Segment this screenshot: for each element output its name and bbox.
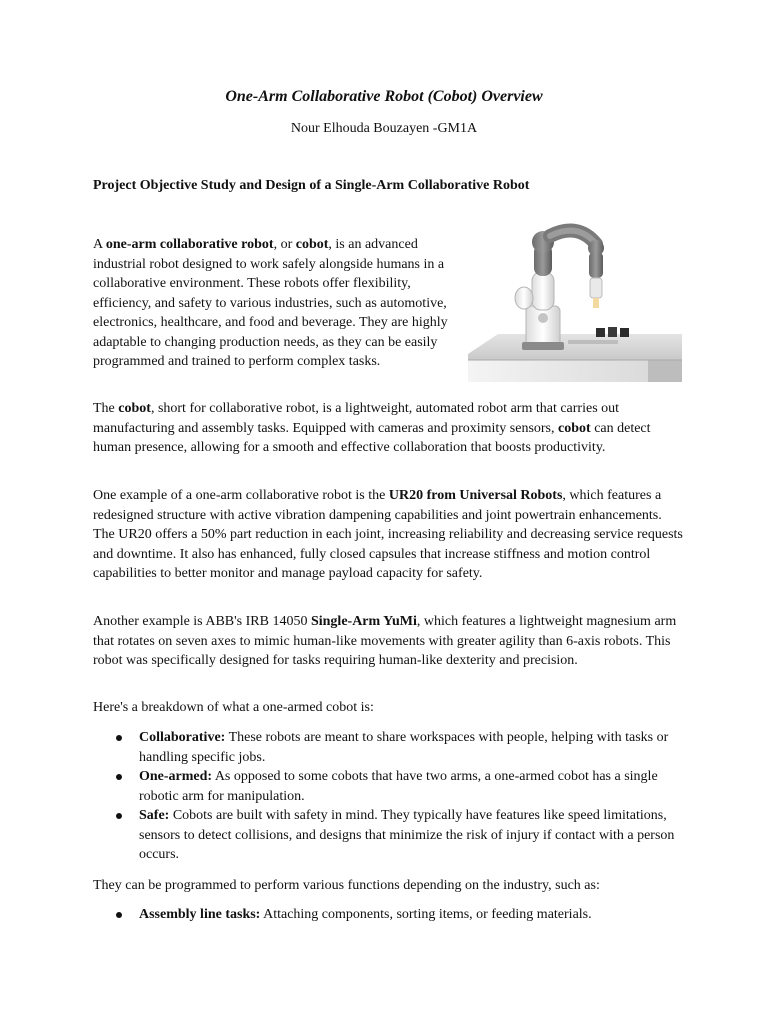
list-item-term: One-armed: <box>139 769 213 784</box>
author-line: Nour Elhouda Bouzayen -GM1A <box>290 121 478 136</box>
intro-text: A <box>93 237 106 252</box>
paragraph-text: , short for collaborative robot, is a lightweight, automated robot arm that carries out manufacturing and assembly tasks. Equipped with cameras and proximity sensors, <box>93 401 620 436</box>
list-item-term: Collaborative: <box>139 730 226 745</box>
list-item <box>93 806 683 865</box>
intro-paragraph <box>93 235 461 372</box>
breakdown-intro: Here's a breakdown of what a one-armed cobot is: <box>93 700 374 715</box>
bold-term: UR20 from Universal Robots <box>388 488 563 503</box>
bullet-icon <box>116 813 122 819</box>
list-item-term: Safe: <box>139 808 170 823</box>
functions-intro: They can be programmed to perform various functions depending on the industry, such as: <box>93 878 600 893</box>
list-item-text: Cobots are built with safety in mind. They typically have features like speed limitations, sensors to detect collisions, and designs that minimize the risk of injury if contact with a person occurs. <box>139 808 675 862</box>
bullet-icon <box>116 774 122 780</box>
list-item-text: Attaching components, sorting items, or feeding materials. <box>260 907 592 922</box>
paragraph-text: Another example is ABB's IRB 14050 <box>93 614 311 629</box>
paragraph-text: One example of a one-arm collaborative robot is the <box>93 488 389 503</box>
intro-bold-term: cobot <box>295 237 329 252</box>
bold-term: cobot <box>558 420 591 436</box>
breakdown-list <box>93 728 683 865</box>
ur20-paragraph <box>93 486 683 584</box>
document-title: One-Arm Collaborative Robot (Cobot) Overview <box>225 88 543 105</box>
list-item-text: These robots are meant to share workspaces with people, helping with tasks or handling specific jobs. <box>139 730 669 765</box>
intro-text: , or <box>273 237 296 252</box>
bullet-icon <box>116 912 122 918</box>
paragraph-text: , which features a redesigned structure with active vibration dampening capabilities and joint powertrain enhancements. The UR20 offers a 50% part reduction in each joint, increasing reliability and decreasing service requests and downtime. It also has enhanced, fully closed capsules that increase stiffness and motion control capabilities to better monitor and manage payload capacity for safety. <box>93 488 683 581</box>
cobot-definition-paragraph <box>93 399 683 458</box>
intro-text: , is an advanced industrial robot designed to work safely alongside humans in a collaborative environment. These robots offer flexibility, efficiency, and safety to various industries, such as automotive, electronics, healthcare, and food and beverage. They are highly adaptable to changing production needs, as they can be easily programmed and trained to perform complex tasks. <box>93 237 448 369</box>
list-item-term: Assembly line tasks: <box>139 907 261 922</box>
bullet-icon <box>116 735 122 741</box>
list-item-text: As opposed to some cobots that have two arms, a one-armed cobot has a single robotic arm for manipulation. <box>139 769 658 804</box>
paragraph-text: The <box>93 401 119 416</box>
list-item <box>93 728 683 767</box>
abb-yumi-paragraph <box>93 612 683 671</box>
cobot-robot-image <box>468 214 682 382</box>
bold-term: Single-Arm YuMi <box>310 614 417 629</box>
project-objective-heading: Project Objective Study and Design of a Single-Arm Collaborative Robot <box>93 178 530 193</box>
list-item <box>93 905 683 925</box>
paragraph-text: can detect human presence, allowing for a smooth and effective collaboration that boosts productivity. <box>93 420 651 455</box>
intro-bold-term: one-arm collaborative robot <box>105 237 274 252</box>
functions-list <box>93 905 683 925</box>
list-item <box>93 767 683 806</box>
paragraph-text: , which features a lightweight magnesium arm that rotates on seven axes to mimic human-like movements with greater agility than 6-axis robots. This robot was specifically designed for tasks requiring human-like dexterity and precision. <box>93 614 677 668</box>
bold-term: cobot <box>118 401 151 416</box>
